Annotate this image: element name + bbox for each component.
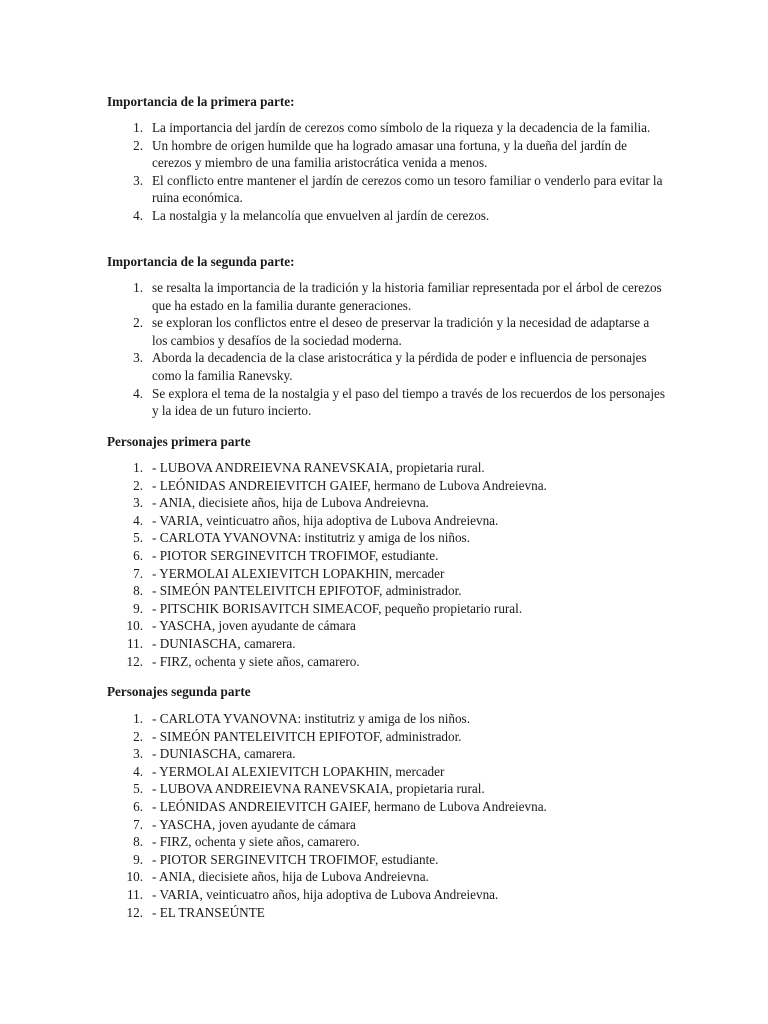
- list-item-text: - FIRZ, ochenta y siete años, camarero.: [152, 834, 360, 850]
- list-item: [107, 279, 667, 314]
- section-title-personajes-primera: Personajes primera parte: [107, 434, 251, 449]
- list-item-text: - LEÓNIDAS ANDREIEVITCH GAIEF, hermano de Lubova Andreievna.: [152, 798, 547, 814]
- list-item: [107, 314, 667, 349]
- list-item: [107, 635, 547, 653]
- list-item: [107, 582, 547, 600]
- list-item: [107, 833, 547, 851]
- list-item-number: 4.: [133, 207, 143, 223]
- list-item-text: - SIMEÓN PANTELEIVITCH EPIFOTOF, administrador.: [152, 583, 462, 599]
- list-item-number: 4.: [133, 512, 143, 528]
- list-item-number: 4.: [133, 763, 143, 779]
- list-item: [107, 868, 547, 886]
- list-item-text: - FIRZ, ochenta y siete años, camarero.: [152, 653, 360, 669]
- list-item: [107, 119, 667, 137]
- list-item: [107, 172, 667, 207]
- list-item-number: 2.: [133, 728, 143, 744]
- list-item-number: 2.: [133, 477, 143, 493]
- list-item-number: 9.: [133, 600, 143, 616]
- list-item-text: - CARLOTA YVANOVNA: institutriz y amiga de los niños.: [152, 530, 470, 546]
- list-item: [107, 512, 547, 530]
- list-item-text: se exploran los conflictos entre el deseo de preservar la tradición y la necesidad de adaptarse a los cambios y desafíos de la sociedad moderna.: [152, 315, 650, 348]
- list-item-number: 7.: [133, 565, 143, 581]
- list-item: [107, 780, 547, 798]
- list-item-number: 10.: [126, 618, 143, 634]
- list-item-text: - CARLOTA YVANOVNA: institutriz y amiga de los niños.: [152, 711, 470, 726]
- list-item: [107, 547, 547, 565]
- list-item-text: - YERMOLAI ALEXIEVITCH LOPAKHIN, mercader: [152, 565, 445, 581]
- list-item-text: - YASCHA, joven ayudante de cámara: [152, 618, 356, 634]
- list-item-number: 3.: [133, 350, 143, 366]
- list-item-number: 3.: [133, 172, 143, 188]
- list-item: [107, 886, 547, 904]
- list-item-text: - VARIA, veinticuatro años, hija adoptiva de Lubova Andreievna.: [152, 886, 499, 902]
- list-item-number: 8.: [133, 834, 143, 850]
- list-importancia-primera: [107, 119, 667, 225]
- list-item-number: 11.: [127, 886, 143, 902]
- list-item-text: - LEÓNIDAS ANDREIEVITCH GAIEF, hermano de Lubova Andreievna.: [152, 477, 547, 493]
- list-item-number: 1.: [133, 280, 143, 295]
- list-item-number: 9.: [133, 851, 143, 867]
- list-item-text: - PIOTOR SERGINEVITCH TROFIMOF, estudiante.: [152, 547, 439, 563]
- list-item-number: 6.: [133, 547, 143, 563]
- list-item: [107, 851, 547, 869]
- list-item-number: 7.: [133, 816, 143, 832]
- list-item-text: - PITSCHIK BORISAVITCH SIMEACOF, pequeño propietario rural.: [152, 600, 523, 616]
- list-item-number: 1.: [133, 120, 143, 135]
- list-item-text: - PIOTOR SERGINEVITCH TROFIMOF, estudiante.: [152, 851, 439, 867]
- list-item-number: 3.: [133, 746, 143, 762]
- list-item-text: Aborda la decadencia de la clase aristocrática y la pérdida de poder e influencia de personajes como la familia Ranevsky.: [152, 350, 647, 383]
- list-item: [107, 494, 547, 512]
- list-item-text: - VARIA, veinticuatro años, hija adoptiva de Lubova Andreievna.: [152, 512, 499, 528]
- list-item: [107, 459, 547, 477]
- list-item-text: - DUNIASCHA, camarera.: [152, 635, 296, 651]
- list-item: [107, 816, 547, 834]
- list-item-number: 3.: [133, 495, 143, 511]
- list-item: [107, 904, 547, 922]
- list-importancia-segunda: [107, 279, 667, 420]
- list-item-number: 1.: [133, 711, 143, 726]
- list-item-number: 6.: [133, 798, 143, 814]
- list-item: [107, 477, 547, 495]
- list-item: [107, 349, 667, 384]
- list-item-text: - LUBOVA ANDREIEVNA RANEVSKAIA, propietaria rural.: [152, 781, 485, 797]
- list-item-number: 5.: [133, 530, 143, 546]
- list-item-text: La nostalgia y la melancolía que envuelven al jardín de cerezos.: [152, 207, 490, 223]
- list-item-text: - ANIA, diecisiete años, hija de Lubova Andreievna.: [152, 495, 429, 511]
- list-item-number: 2.: [133, 315, 143, 331]
- list-item-text: - SIMEÓN PANTELEIVITCH EPIFOTOF, administrador.: [152, 728, 462, 744]
- list-item-text: Se explora el tema de la nostalgia y el paso del tiempo a través de los recuerdos de los personajes y la idea de un futuro incierto.: [152, 385, 666, 419]
- list-item-number: 5.: [133, 781, 143, 797]
- list-item-number: 8.: [133, 583, 143, 599]
- list-item-text: Un hombre de origen humilde que ha logrado amasar una fortuna, y la dueña del jardín de cerezos y miembro de una familia aristocrática venida a menos.: [152, 137, 627, 171]
- list-item-number: 2.: [133, 137, 143, 153]
- list-item: [107, 617, 547, 635]
- list-item: [107, 798, 547, 816]
- list-item-text: - ANIA, diecisiete años, hija de Lubova Andreievna.: [152, 869, 429, 885]
- list-item-text: se resalta la importancia de la tradición y la historia familiar representada por el árbol de cerezos que ha estado en la familia durante generaciones.: [152, 280, 662, 313]
- list-item: [107, 207, 667, 225]
- section-title-importancia-primera: Importancia de la primera parte:: [107, 94, 295, 109]
- list-item-text: El conflicto entre mantener el jardín de cerezos como un tesoro familiar o venderlo para evitar la ruina económica.: [152, 172, 663, 206]
- list-item: [107, 600, 547, 618]
- list-item: [107, 653, 547, 671]
- list-item: [107, 385, 667, 420]
- list-item-number: 12.: [126, 653, 143, 669]
- section-title-importancia-segunda: Importancia de la segunda parte:: [107, 254, 295, 269]
- list-item-text: - LUBOVA ANDREIEVNA RANEVSKAIA, propietaria rural.: [152, 460, 485, 475]
- list-item-number: 4.: [133, 385, 143, 401]
- list-item-text: - DUNIASCHA, camarera.: [152, 746, 296, 762]
- list-item: [107, 710, 547, 728]
- list-personajes-primera: [107, 459, 547, 670]
- list-item: [107, 763, 547, 781]
- list-item: [107, 728, 547, 746]
- list-item-number: 11.: [127, 635, 143, 651]
- list-item-text: - EL TRANSEÚNTE: [152, 904, 265, 920]
- list-item-text: - YASCHA, joven ayudante de cámara: [152, 816, 356, 832]
- list-item: [107, 137, 667, 172]
- list-item-number: 12.: [126, 904, 143, 920]
- list-item-text: - YERMOLAI ALEXIEVITCH LOPAKHIN, mercader: [152, 763, 445, 779]
- list-item-number: 1.: [133, 460, 143, 475]
- list-item-text: La importancia del jardín de cerezos como símbolo de la riqueza y la decadencia de la familia.: [152, 120, 651, 135]
- list-item: [107, 529, 547, 547]
- section-title-personajes-segunda: Personajes segunda parte: [107, 684, 251, 699]
- list-item: [107, 745, 547, 763]
- list-item-number: 10.: [126, 869, 143, 885]
- list-personajes-segunda: [107, 710, 547, 921]
- list-item: [107, 565, 547, 583]
